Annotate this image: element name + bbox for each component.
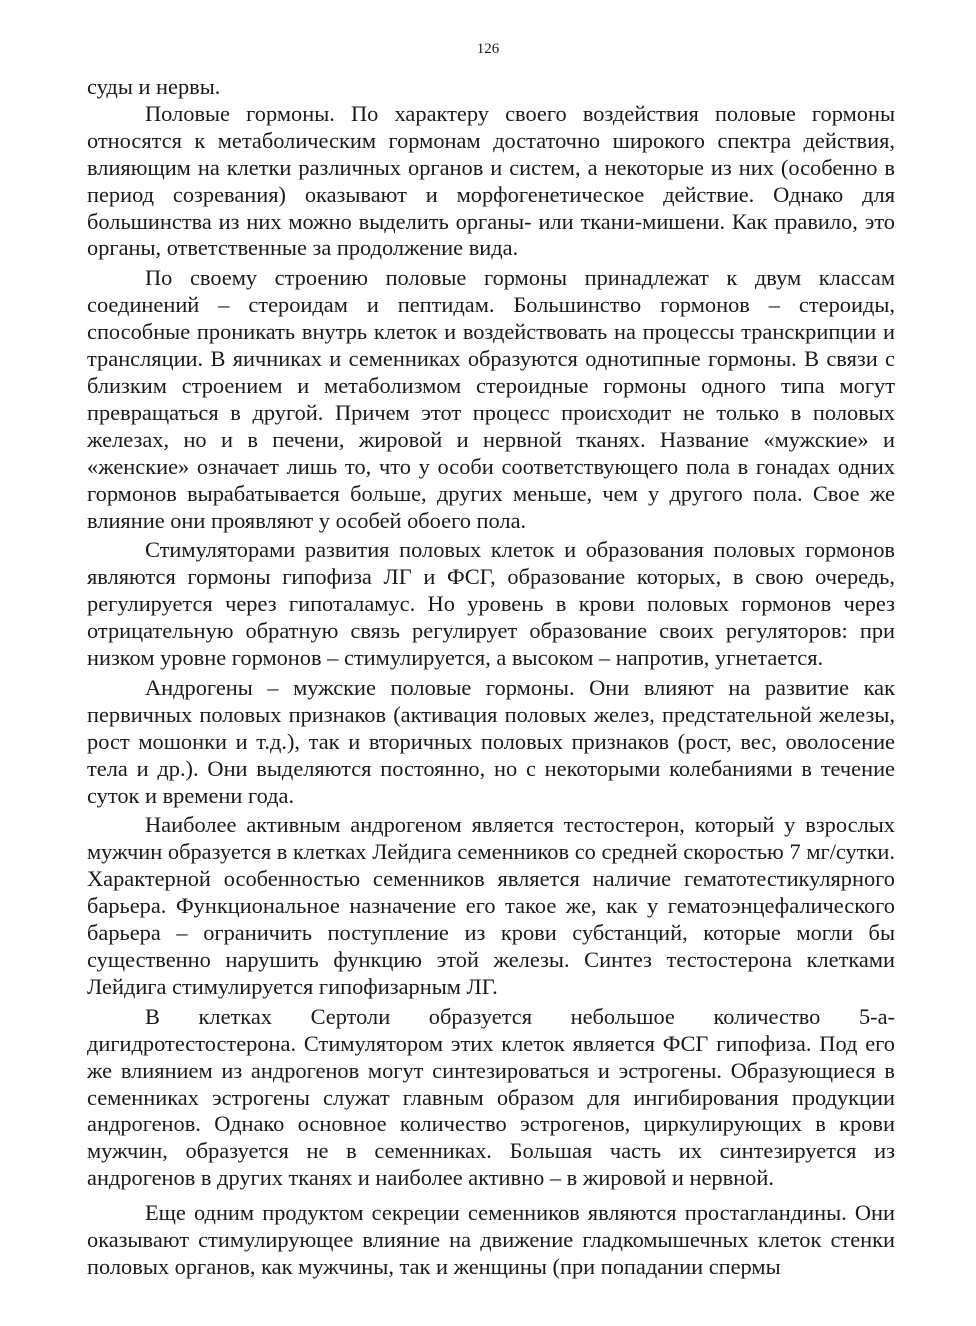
page-number: 126 <box>476 41 500 57</box>
paragraph-prostaglandins: Еще одним продуктом секреции семенников являются простагландины. Они оказывают стимулирующее влияние на движение гладкомышечных клеток стенки половых органов, как мужчины, так и женщины (при попадании спермы <box>87 1200 895 1279</box>
paragraph-testosterone: Наиболее активным андрогеном является тестостерон, который у взрослых мужчин образуется в клетках Лейдига семенников со средней скоростью 7 мг/сутки. Характерной особенностью семенников является наличие гематотестикулярного барьера. Функциональное назначение его такое же, как у гематоэнцефалического барьера – ограничить поступление из крови субстанций, которые могли бы существенно нарушить функцию этой железы. Синтез тестостерона клетками Лейдига стимулируется гипофизарным ЛГ. <box>87 812 895 999</box>
body-text <box>87 74 895 1281</box>
paragraph-sex-hormones-intro: Половые гормоны. По характеру своего воздействия половые гормоны относятся к метаболическим гормонам достаточно широкого спектра действия, влияющим на клетки различных органов и систем, а некоторые из них (особенно в период созревания) оказывают и морфогенетическое действие. Однако для большинства из них можно выделить органы- или ткани-мишени. Как правило, это органы, ответственные за продолжение вида. <box>87 100 895 261</box>
paragraph-hormone-structure: По своему строению половые гормоны принадлежат к двум классам соединений – стероидам и пептидам. Большинство гормонов – стероиды, способные проникать внутрь клеток и воздействовать на процессы транскрипции и трансляции. В яичниках и семенниках образуются однотипные гормоны. В связи с близким строением и метаболизмом стероидные гормоны одного типа могут превращаться в другой. Причем этот процесс происходит не только в половых железах, но и в печени, жировой и нервной тканях. Название «мужские» и «женские» означает лишь то, что у особи соответствующего пола в гонадах одних гормонов вырабатывается больше, других меньше, чем у другого пола. Свое же влияние они проявляют у особей обоего пола. <box>87 265 895 533</box>
paragraph-sertoli-cells: В клетках Сертоли образуется небольшое количество 5-а-дигидротестостерона. Стимулятором этих клеток является ФСГ гипофиза. Под его же влиянием из андрогенов могут синтезироваться и эстрогены. Образующиеся в семенниках эстрогены служат главным образом для ингибирования продукции андрогенов. Однако основное количество эстрогенов, циркулирующих в крови мужчин, образуется не в семенниках. Большая часть их синтезируется из андрогенов в других тканях и наиболее активно – в жировой и нервной. <box>87 1003 895 1191</box>
paragraph-androgens: Андрогены – мужские половые гормоны. Они влияют на развитие как первичных половых признаков (активация половых желез, предстательной железы, рост мошонки и т.д.), так и вторичных половых признаков (рост, вес, оволосение тела и др.). Они выделяются постоянно, но с некоторыми колебаниями в течение суток и времени года. <box>87 674 895 808</box>
paragraph-stimulators: Стимуляторами развития половых клеток и образования половых гормонов являются гормоны гипофиза ЛГ и ФСГ, образование которых, в свою очередь, регулируется через гипоталамус. Но уровень в крови половых гормонов через отрицательную обратную связь регулирует образование своих регуляторов: при низком уровне гормонов – стимулируется, а высоком – напротив, угнетается. <box>87 537 895 671</box>
paragraph-continuation: суды и нервы. <box>87 74 221 99</box>
